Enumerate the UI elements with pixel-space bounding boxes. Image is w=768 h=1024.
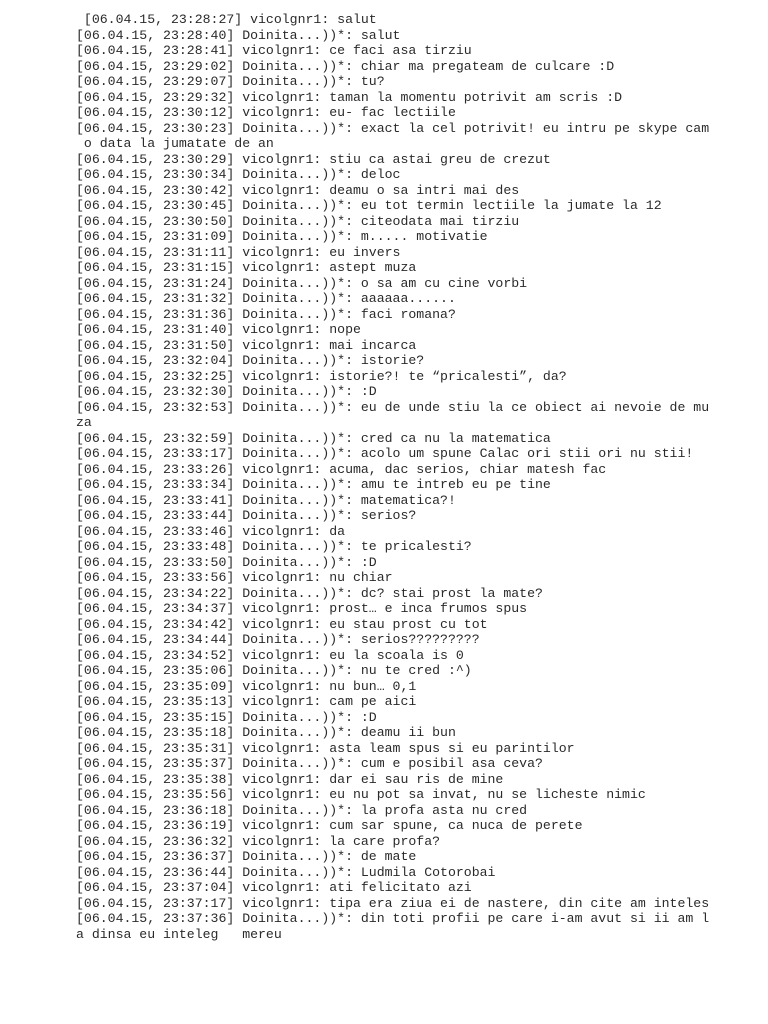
- chat-line: [06.04.15, 23:33:26] vicolgnr1: acuma, dac serios, chiar matesh fac: [76, 461, 607, 477]
- chat-line: [06.04.15, 23:33:56] vicolgnr1: nu chiar: [76, 570, 393, 585]
- chat-line: [06.04.15, 23:36:32] vicolgnr1: la care profa?: [76, 833, 441, 849]
- chat-line: [06.04.15, 23:31:24] Doinita...))*: o sa am cu cine vorbi: [76, 275, 528, 291]
- chat-line: [06.04.15, 23:32:25] vicolgnr1: istorie?! te “pricalesti”, da?: [76, 368, 567, 384]
- chat-line: [06.04.15, 23:29:07] Doinita...))*: tu?: [76, 74, 385, 89]
- chat-line: [06.04.15, 23:30:12] vicolgnr1: eu- fac lectiile: [76, 105, 456, 120]
- chat-line: [06.04.15, 23:29:32] vicolgnr1: taman la momentu potrivit am scris :D: [76, 89, 623, 105]
- chat-line: [06.04.15, 23:31:32] Doinita...))*: aaaaaa......: [76, 291, 456, 306]
- chat-line: [06.04.15, 23:32:53] Doinita...))*: eu de unde stiu la ce obiect ai nevoie de mu: [76, 399, 710, 415]
- chat-line: [06.04.15, 23:35:13] vicolgnr1: cam pe aici: [76, 694, 417, 709]
- chat-line: [06.04.15, 23:37:36] Doinita...))*: din toti profii pe care i-am avut si ii am l: [76, 911, 710, 926]
- chat-line: [06.04.15, 23:34:42] vicolgnr1: eu stau prost cu tot: [76, 616, 488, 632]
- chat-line: [06.04.15, 23:35:38] vicolgnr1: dar ei sau ris de mine: [76, 771, 504, 787]
- chat-line: [06.04.15, 23:37:17] vicolgnr1: tipa era ziua ei de nastere, din cite am inteles: [76, 895, 710, 911]
- chat-line: [06.04.15, 23:30:50] Doinita...))*: citeodata mai tirziu: [76, 213, 520, 229]
- chat-line: [06.04.15, 23:33:41] Doinita...))*: matematica?!: [76, 492, 456, 508]
- chat-line: [06.04.15, 23:31:50] vicolgnr1: mai incarca: [76, 337, 417, 353]
- chat-line: [06.04.15, 23:30:34] Doinita...))*: deloc: [76, 167, 401, 182]
- chat-line: [06.04.15, 23:34:22] Doinita...))*: dc? stai prost la mate?: [76, 585, 543, 601]
- chat-line: [06.04.15, 23:37:04] vicolgnr1: ati felicitato azi: [76, 880, 472, 895]
- chat-line: [06.04.15, 23:32:04] Doinita...))*: istorie?: [76, 353, 425, 368]
- chat-line: [06.04.15, 23:35:15] Doinita...))*: :D: [76, 709, 377, 725]
- chat-log: [76, 12, 756, 942]
- chat-line: [06.04.15, 23:31:15] vicolgnr1: astept muza: [76, 260, 417, 275]
- chat-line: [06.04.15, 23:33:48] Doinita...))*: te pricalesti?: [76, 539, 472, 554]
- chat-line: [06.04.15, 23:28:27] vicolgnr1: salut: [76, 12, 377, 27]
- chat-line: [06.04.15, 23:28:40] Doinita...))*: salut: [76, 27, 401, 43]
- chat-line: [06.04.15, 23:29:02] Doinita...))*: chiar ma pregateam de culcare :D: [76, 58, 615, 74]
- chat-line: [06.04.15, 23:31:09] Doinita...))*: m..... motivatie: [76, 229, 488, 244]
- chat-line: [06.04.15, 23:33:46] vicolgnr1: da: [76, 523, 346, 539]
- chat-line: [06.04.15, 23:33:17] Doinita...))*: acolo um spune Calac ori stii ori nu stii!: [76, 446, 694, 461]
- chat-line: [06.04.15, 23:30:23] Doinita...))*: exact la cel potrivit! eu intru pe skype cam: [76, 120, 710, 136]
- chat-line: [06.04.15, 23:32:59] Doinita...))*: cred ca nu la matematica: [76, 430, 551, 446]
- chat-line: [06.04.15, 23:35:37] Doinita...))*: cum e posibil asa ceva?: [76, 756, 543, 771]
- chat-line: [06.04.15, 23:35:18] Doinita...))*: deamu ii bun: [76, 725, 456, 740]
- chat-line: za: [76, 415, 92, 430]
- chat-line: [06.04.15, 23:28:41] vicolgnr1: ce faci asa tirziu: [76, 43, 472, 58]
- chat-line: [06.04.15, 23:35:06] Doinita...))*: nu te cred :^): [76, 663, 472, 678]
- chat-line: [06.04.15, 23:31:11] vicolgnr1: eu invers: [76, 244, 401, 260]
- chat-line: [06.04.15, 23:33:34] Doinita...))*: amu te intreb eu pe tine: [76, 477, 551, 492]
- chat-line: [06.04.15, 23:30:29] vicolgnr1: stiu ca astai greu de crezut: [76, 151, 551, 167]
- chat-line: [06.04.15, 23:30:45] Doinita...))*: eu tot termin lectiile la jumate la 12: [76, 198, 662, 213]
- chat-line: [06.04.15, 23:35:09] vicolgnr1: nu bun… 0,1: [76, 678, 417, 694]
- chat-line: [06.04.15, 23:34:44] Doinita...))*: serios?????????: [76, 632, 480, 647]
- chat-line: [06.04.15, 23:36:44] Doinita...))*: Ludmila Cotorobai: [76, 864, 496, 880]
- chat-line: [06.04.15, 23:31:40] vicolgnr1: nope: [76, 322, 361, 337]
- chat-line: [06.04.15, 23:33:44] Doinita...))*: serios?: [76, 508, 417, 523]
- chat-line: [06.04.15, 23:33:50] Doinita...))*: :D: [76, 554, 377, 570]
- chat-line: o data la jumatate de an: [76, 136, 274, 151]
- chat-line: [06.04.15, 23:34:37] vicolgnr1: prost… e inca frumos spus: [76, 601, 528, 616]
- chat-line: [06.04.15, 23:34:52] vicolgnr1: eu la scoala is 0: [76, 647, 464, 663]
- chat-line: [06.04.15, 23:36:18] Doinita...))*: la profa asta nu cred: [76, 802, 528, 818]
- chat-line: [06.04.15, 23:36:19] vicolgnr1: cum sar spune, ca nuca de perete: [76, 818, 583, 833]
- chat-line: [06.04.15, 23:32:30] Doinita...))*: :D: [76, 384, 377, 399]
- chat-line: [06.04.15, 23:35:56] vicolgnr1: eu nu pot sa invat, nu se licheste nimic: [76, 787, 646, 802]
- chat-line: [06.04.15, 23:35:31] vicolgnr1: asta leam spus si eu parintilor: [76, 740, 575, 756]
- chat-line: a dinsa eu inteleg mereu: [76, 926, 282, 942]
- chat-line: [06.04.15, 23:36:37] Doinita...))*: de mate: [76, 849, 417, 864]
- chat-line: [06.04.15, 23:31:36] Doinita...))*: faci romana?: [76, 306, 456, 322]
- chat-line: [06.04.15, 23:30:42] vicolgnr1: deamu o sa intri mai des: [76, 182, 520, 198]
